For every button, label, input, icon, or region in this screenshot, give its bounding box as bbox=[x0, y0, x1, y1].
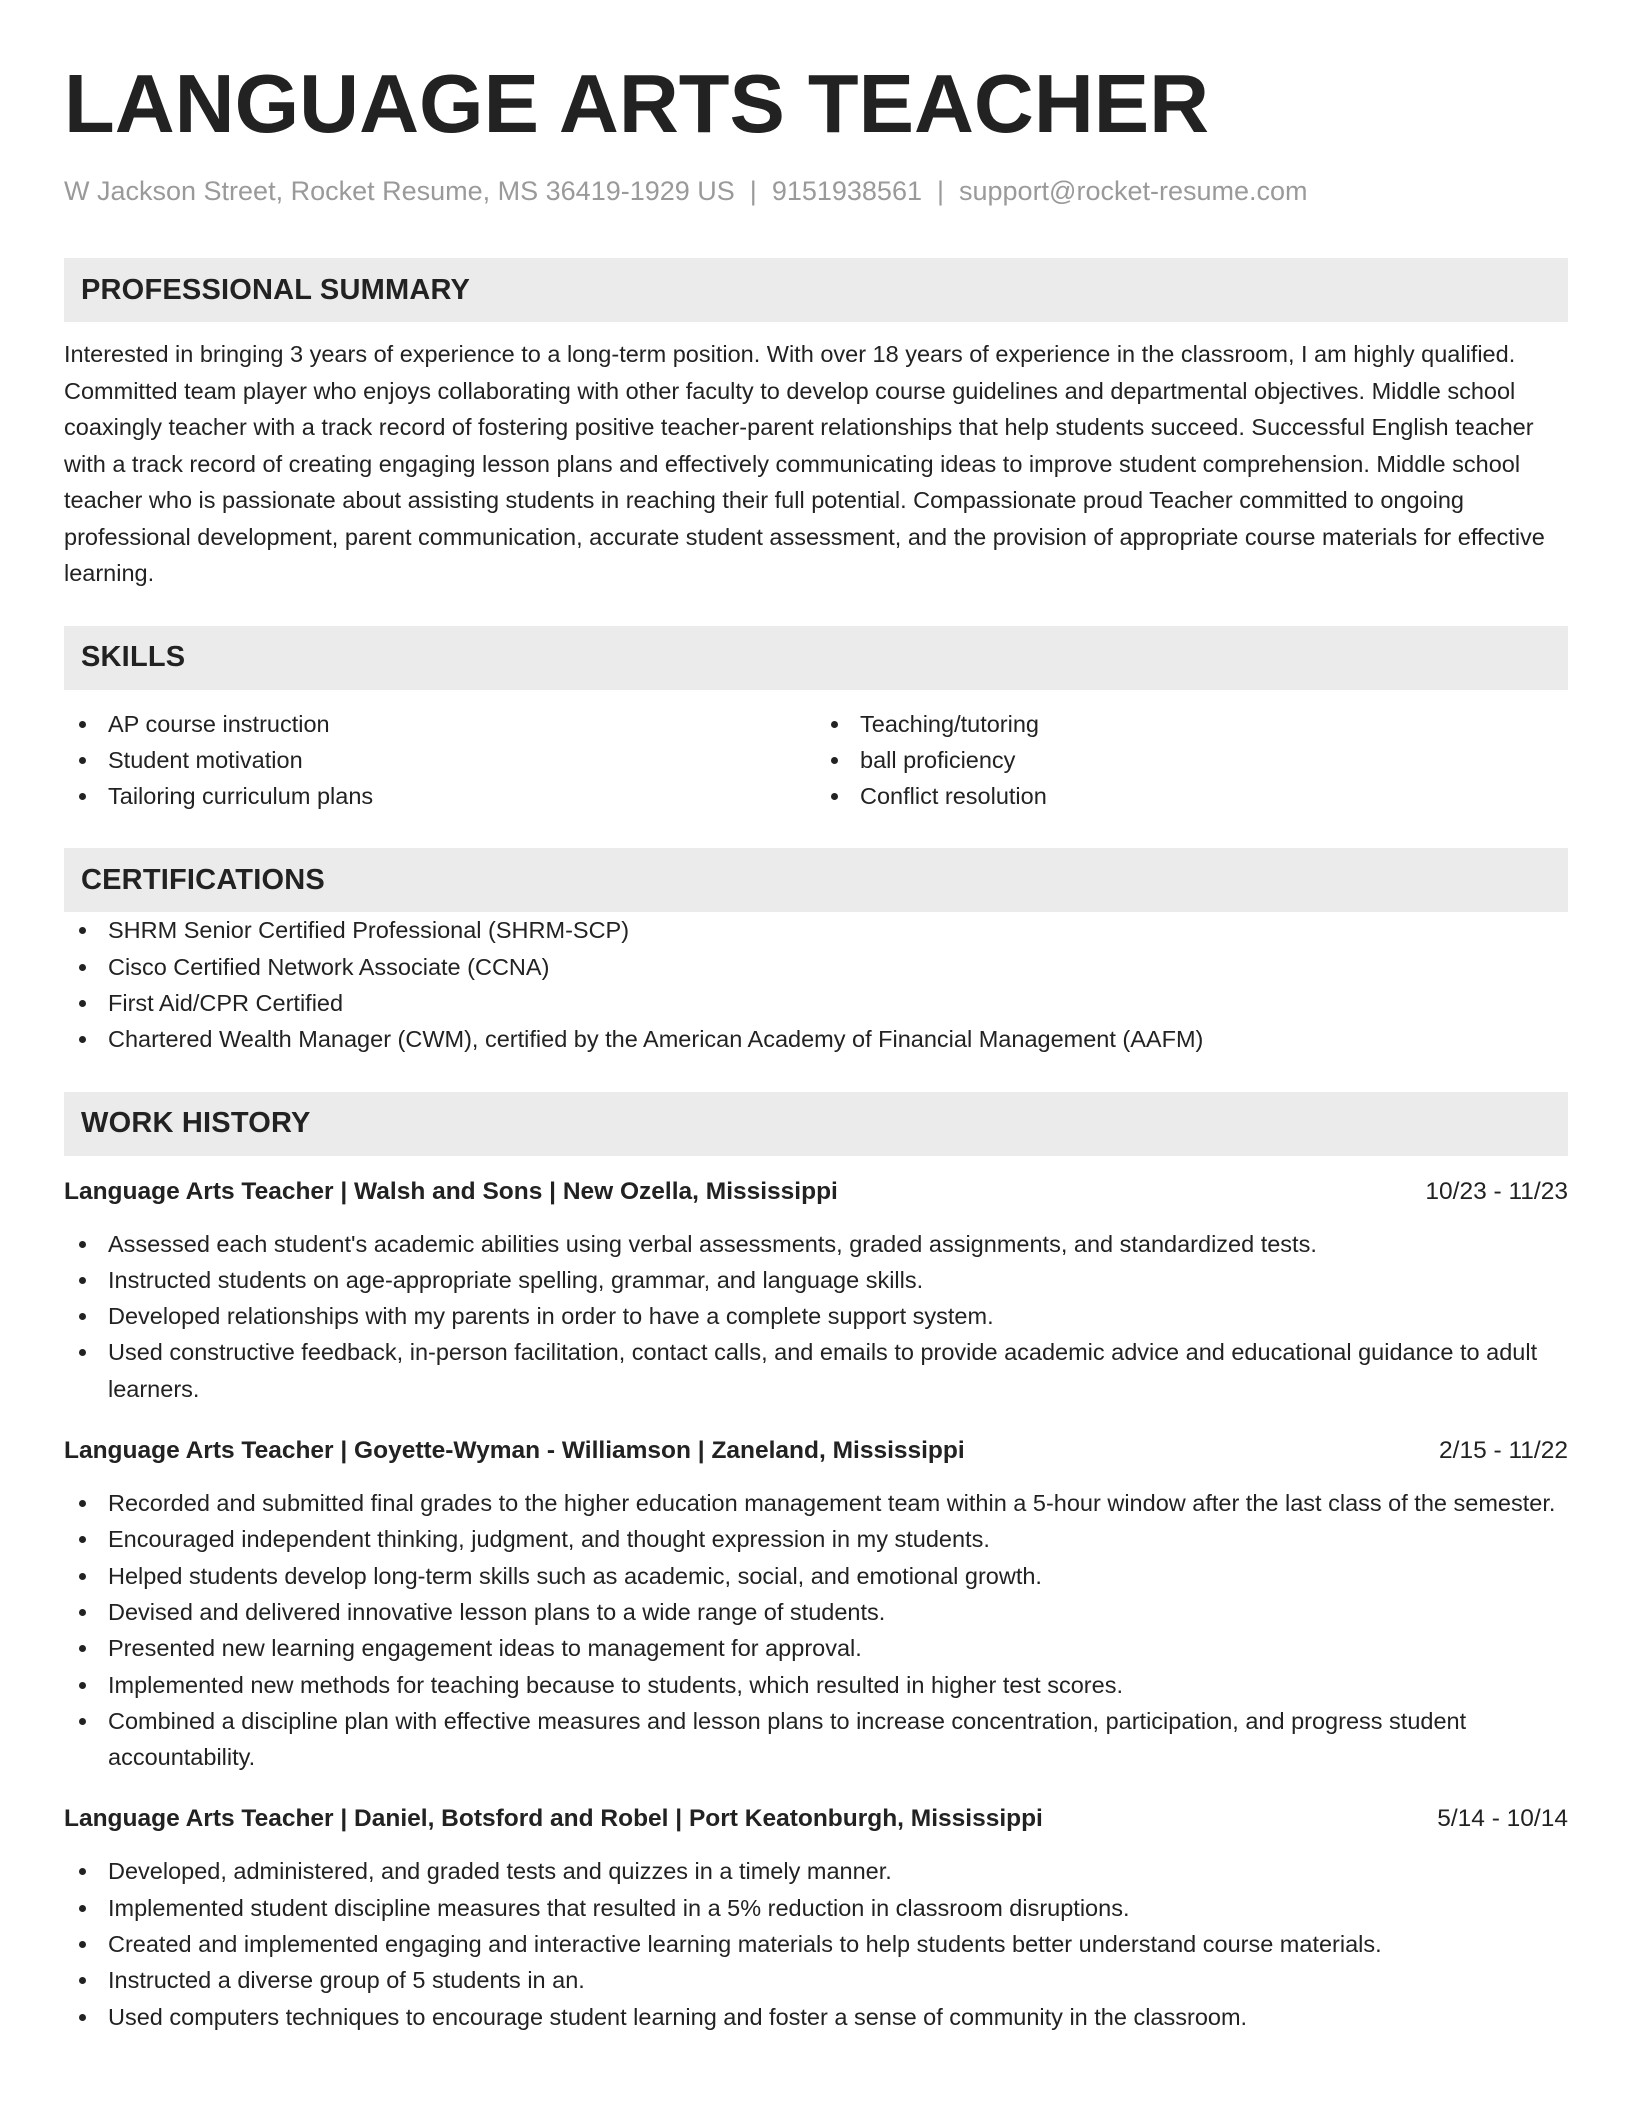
summary-heading: PROFESSIONAL SUMMARY bbox=[64, 258, 1568, 322]
address: W Jackson Street, Rocket Resume, MS 36419-1929 US bbox=[64, 176, 735, 206]
job-bullet: Used constructive feedback, in-person facilitation, contact calls, and emails to provide academic advice and educational guidance to adult learners. bbox=[64, 1334, 1568, 1407]
skill-item: Conflict resolution bbox=[816, 778, 1568, 814]
job-dates: 5/14 - 10/14 bbox=[1437, 1805, 1568, 1833]
job-bullet: Implemented new methods for teaching because to students, which resulted in higher test scores. bbox=[64, 1667, 1568, 1703]
job-bullet: Developed relationships with my parents in order to have a complete support system. bbox=[64, 1298, 1568, 1334]
contact-separator: | bbox=[936, 176, 944, 206]
resume-title: LANGUAGE ARTS TEACHER bbox=[64, 57, 1210, 150]
job-title: Language Arts Teacher | Daniel, Botsford and Robel | Port Keatonburgh, Mississippi bbox=[64, 1805, 1043, 1833]
job-bullet: Combined a discipline plan with effective measures and lesson plans to increase concentration, participation, and progress student accountability. bbox=[64, 1703, 1568, 1776]
job-dates: 10/23 - 11/23 bbox=[1425, 1177, 1568, 1205]
skills-grid bbox=[64, 706, 1568, 815]
job-bullet: Implemented student discipline measures that resulted in a 5% reduction in classroom disruptions. bbox=[64, 1890, 1568, 1926]
skills-heading: SKILLS bbox=[64, 626, 1568, 690]
job-entry bbox=[64, 1433, 1568, 1775]
certification-item: SHRM Senior Certified Professional (SHRM-SCP) bbox=[64, 912, 1568, 948]
job-bullets bbox=[64, 1485, 1568, 1775]
certification-item: Cisco Certified Network Associate (CCNA) bbox=[64, 949, 1568, 985]
contact-separator: | bbox=[749, 176, 757, 206]
skill-item: AP course instruction bbox=[64, 706, 816, 742]
job-bullet: Presented new learning engagement ideas to management for approval. bbox=[64, 1630, 1568, 1666]
certifications-list bbox=[64, 912, 1568, 1057]
skill-item: ball proficiency bbox=[816, 742, 1568, 778]
certifications-heading: CERTIFICATIONS bbox=[64, 848, 1568, 912]
job-entry bbox=[64, 1174, 1568, 1407]
job-bullet: Instructed students on age-appropriate spelling, grammar, and language skills. bbox=[64, 1262, 1568, 1298]
skills-right-column bbox=[816, 706, 1568, 815]
work-history-heading: WORK HISTORY bbox=[64, 1092, 1568, 1156]
job-bullet: Encouraged independent thinking, judgment, and thought expression in my students. bbox=[64, 1521, 1568, 1557]
summary-text: Interested in bringing 3 years of experience to a long-term position. With over 18 years of experience in the classroom, I am highly qualified. Committed team player who enjoys collaborating with other faculty to develop course guidelines and departmental objectives. Middle school coaxingly teacher with a track record of fostering positive teacher-parent relationships that help students succeed. Successful English teacher with a track record of creating engaging lesson plans and effectively communicating ideas to improve student comprehension. Middle school teacher who is passionate about assisting students in reaching their full potential. Compassionate proud Teacher committed to ongoing professional development, parent communication, accurate student assessment, and the provision of appropriate course materials for effective learning. bbox=[64, 341, 1545, 586]
skill-item: Tailoring curriculum plans bbox=[64, 778, 816, 814]
job-bullet: Instructed a diverse group of 5 students in an. bbox=[64, 1962, 1568, 1998]
email: support@rocket-resume.com bbox=[959, 176, 1308, 206]
job-bullet: Created and implemented engaging and interactive learning materials to help students better understand course materials. bbox=[64, 1926, 1568, 1962]
skills-left-column bbox=[64, 706, 816, 815]
job-bullet: Assessed each student's academic abilities using verbal assessments, graded assignments, and standardized tests. bbox=[64, 1226, 1568, 1262]
skill-item: Teaching/tutoring bbox=[816, 706, 1568, 742]
skill-item: Student motivation bbox=[64, 742, 816, 778]
job-bullet: Used computers techniques to encourage student learning and foster a sense of community in the classroom. bbox=[64, 1999, 1568, 2035]
job-entry bbox=[64, 1801, 1568, 2034]
job-title: Language Arts Teacher | Walsh and Sons | New Ozella, Mississippi bbox=[64, 1177, 838, 1205]
job-header bbox=[64, 1174, 1568, 1210]
phone: 9151938561 bbox=[771, 176, 922, 206]
job-title: Language Arts Teacher | Goyette-Wyman - Williamson | Zaneland, Mississippi bbox=[64, 1437, 965, 1465]
contact-line bbox=[64, 174, 1568, 208]
job-dates: 2/15 - 11/22 bbox=[1439, 1437, 1568, 1465]
job-bullet: Devised and delivered innovative lesson plans to a wide range of students. bbox=[64, 1594, 1568, 1630]
job-bullets bbox=[64, 1853, 1568, 2034]
job-bullets bbox=[64, 1226, 1568, 1407]
job-bullet: Helped students develop long-term skills such as academic, social, and emotional growth. bbox=[64, 1558, 1568, 1594]
job-header bbox=[64, 1801, 1568, 1837]
certification-item: Chartered Wealth Manager (CWM), certified by the American Academy of Financial Management (AAFM) bbox=[64, 1021, 1568, 1057]
job-header bbox=[64, 1433, 1568, 1469]
certification-item: First Aid/CPR Certified bbox=[64, 985, 1568, 1021]
job-bullet: Recorded and submitted final grades to the higher education management team within a 5-hour window after the last class of the semester. bbox=[64, 1485, 1568, 1521]
job-bullet: Developed, administered, and graded tests and quizzes in a timely manner. bbox=[64, 1853, 1568, 1889]
